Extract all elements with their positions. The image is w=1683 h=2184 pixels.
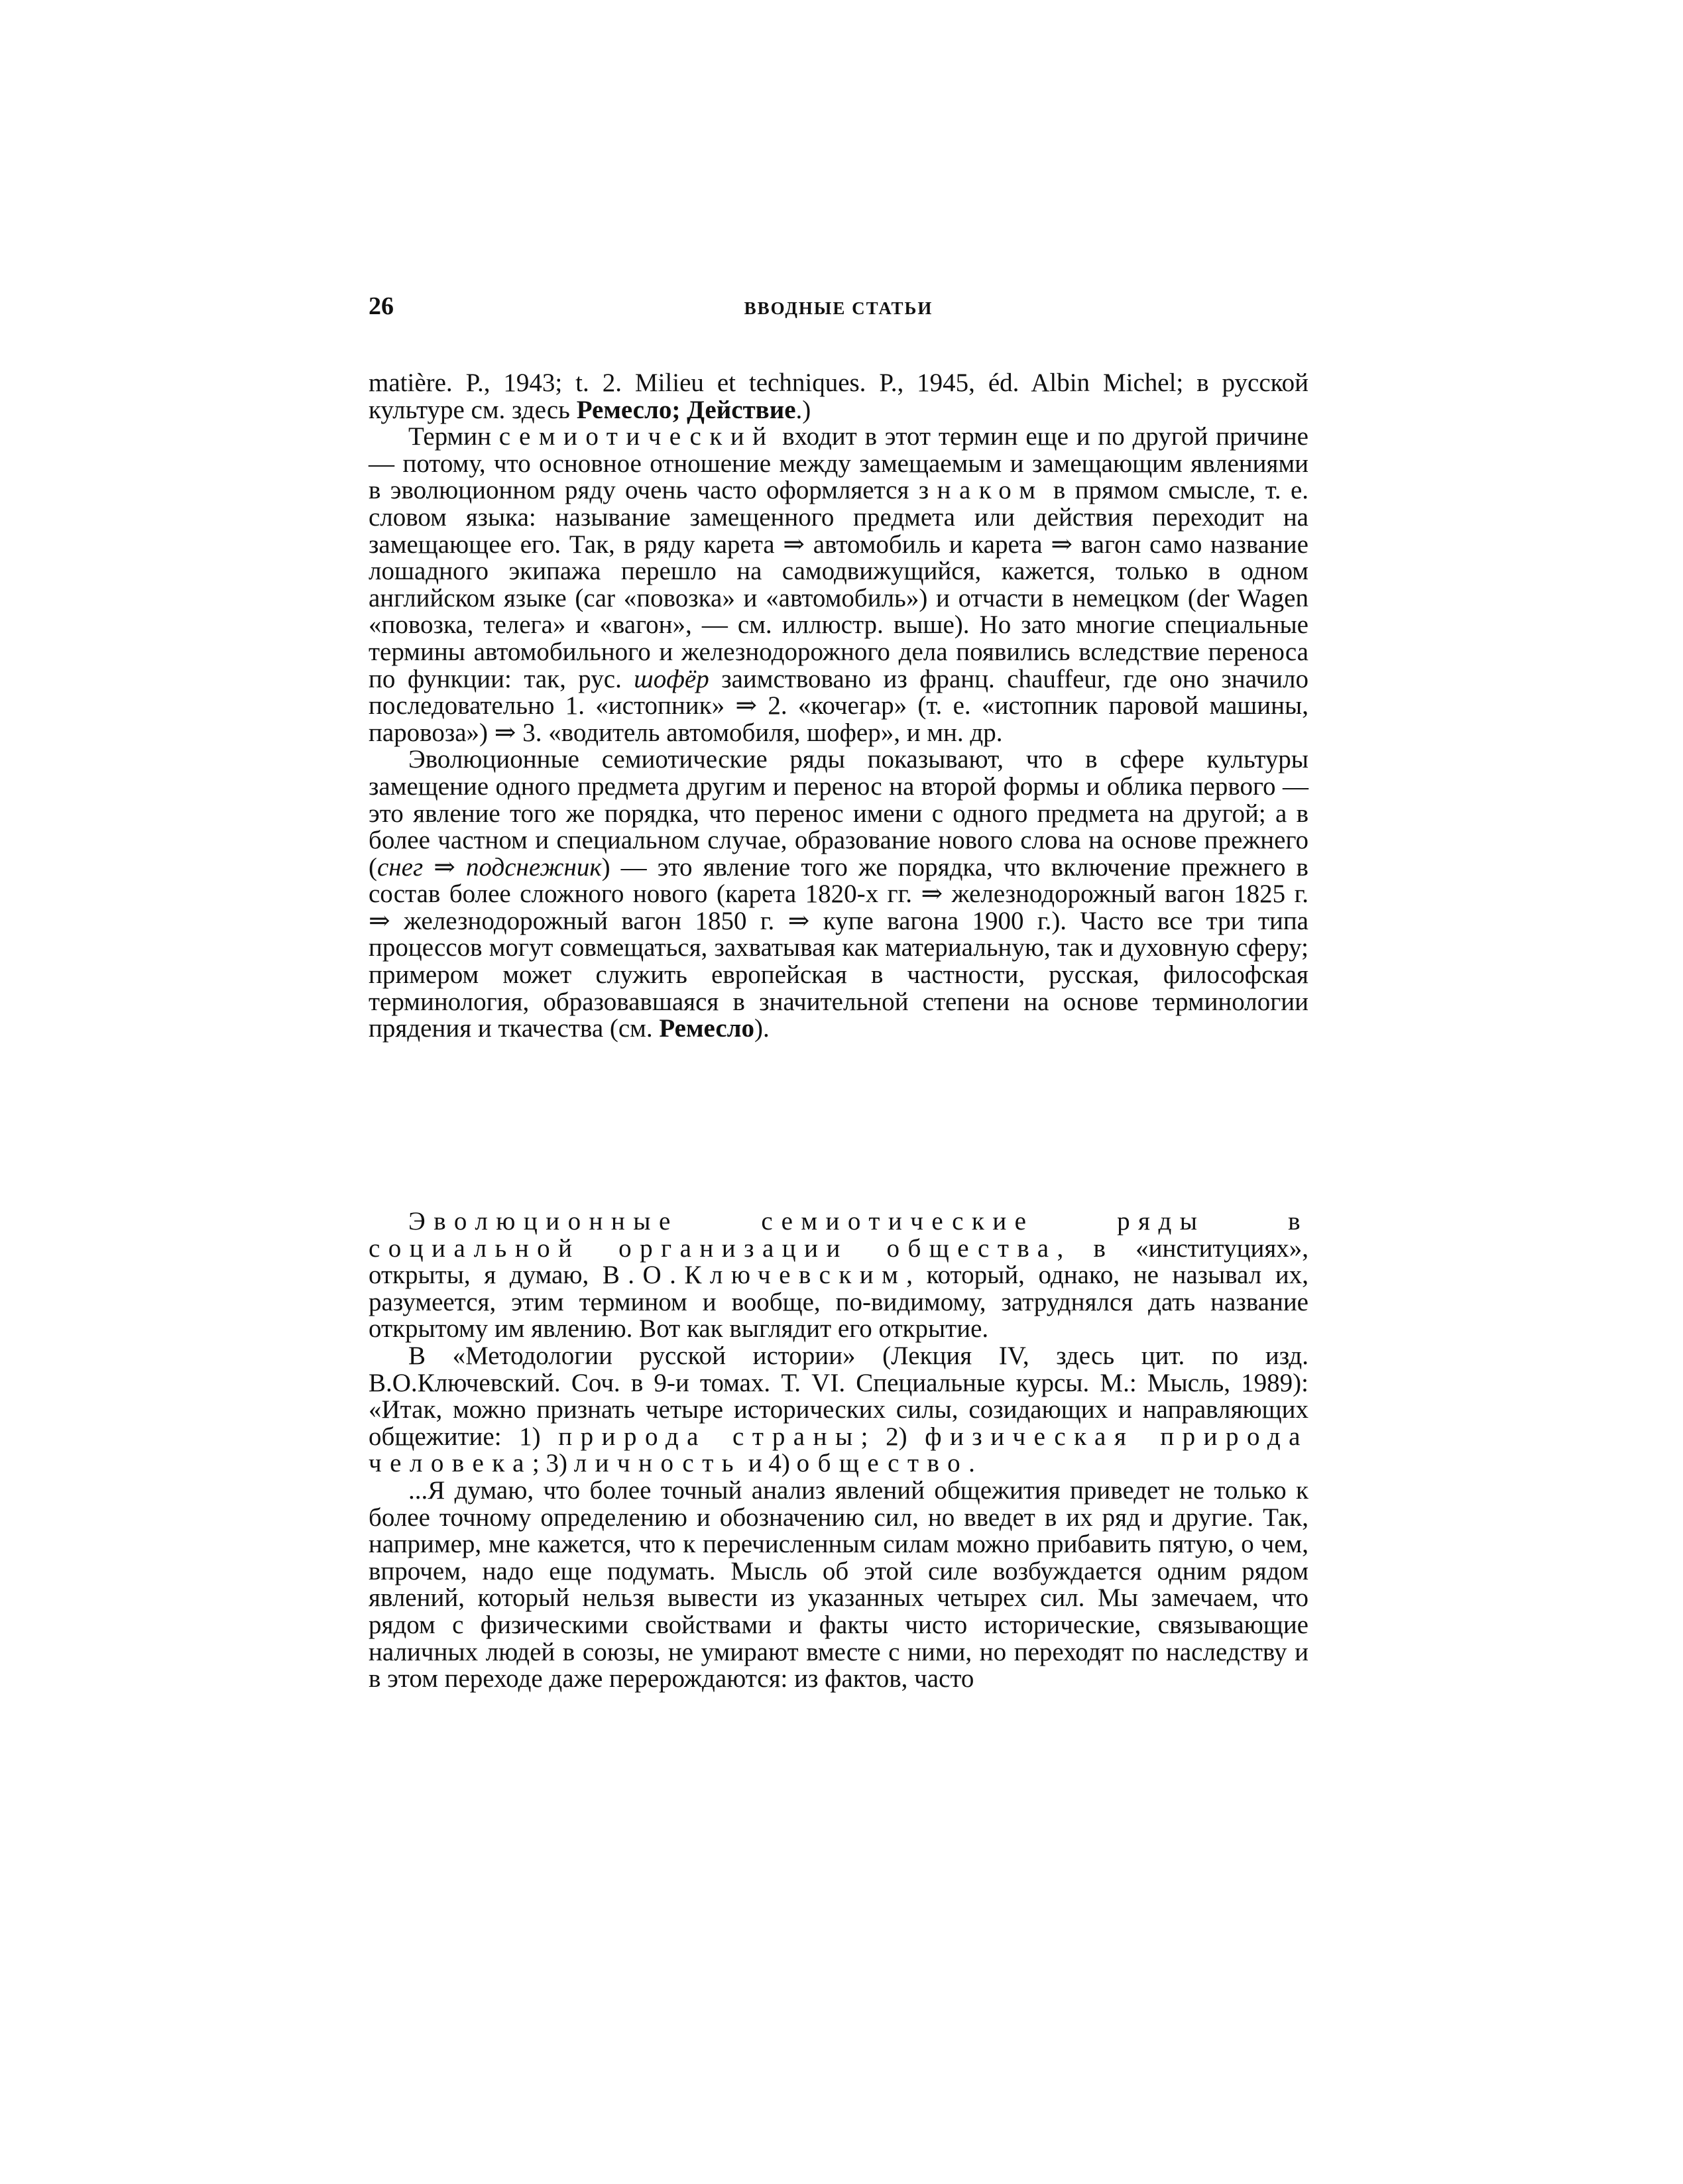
spaced-emphasis: физическая природа человека	[369, 1422, 1308, 1478]
text-run: В «Методологии русской истории» (Лекция IV, здесь цит. по изд. В.О.Ключевский. Соч. в 9-и томах. Т. VI. Специальные курсы. М.: Мысль, 1989): «Итак, можно признать четыре исторических силы, созидающих и направляющих общежитие: 1)	[369, 1341, 1308, 1451]
spaced-emphasis: Эволюционные семиотические ряды в социальной организации общества	[369, 1207, 1308, 1263]
running-title: ВВОДНЫЕ СТАТЬИ	[744, 298, 933, 318]
page-header	[369, 292, 1308, 331]
text-run: .	[968, 1449, 975, 1478]
text-run: заимствовано из франц. chauffeur, где оно значило последовательно 1. «истопник» ⇒ 2. «кочегар» (т. е. «истопник паровой машины, паровоза») ⇒ 3. «водитель автомобиля, шофер», и мн. др.	[369, 664, 1308, 747]
cross-reference: Ремесло; Действие	[576, 395, 796, 424]
paragraph-semiotic-term	[369, 424, 1308, 746]
text-run: ...Я думаю, что более точный анализ явлений общежития приведет не только к более точному определению и обозначению сил, но введет в их ряд и другие. Так, например, мне кажется, что к перечисленным силам можно прибавить пятую, о чем, впрочем, надо еще подумать. Мысль об этой силе возбуждается одним рядом явлений, который нельзя вывести из указанных четырех сил. Мы замечаем, что рядом с физическими свойствами и факты чисто исторические, связывающие наличных людей в союзы, не умирают вместе с ними, но переходят по наследству и в этом переходе даже перерождаются: из фактов, часто	[369, 1475, 1308, 1694]
text-run: matière. P., 1943; t. 2. Milieu et techniques. P., 1945, éd. Albin Michel; в русской культуре см. здесь	[369, 369, 1308, 424]
spaced-emphasis: личность	[573, 1449, 742, 1478]
italic-term: снег ⇒ подснежник	[377, 852, 602, 882]
italic-term: шофёр	[634, 664, 709, 693]
text-run: , в «институциях», открыты, я думаю,	[369, 1234, 1309, 1290]
text-block-upper	[369, 370, 1308, 1043]
page-number: 26	[369, 292, 394, 320]
text-run: и 4)	[742, 1449, 797, 1478]
text-run: входит в этот термин еще и по другой причине — потому, что основное отношение между замещаемым и замещающим явлениями в эволюционном ряду очень часто оформляется	[369, 422, 1308, 505]
text-run: в прямом смысле, т. е. словом языка: называние замещенного предмета или действия переходит на замещающее его. Так, в ряду карета ⇒ автомобиль и карета ⇒ вагон само название лошадного экипажа перешло на самодвижущийся, кажется, только в одном английском языке (car «повозка» и «автомобиль») и отчасти в немецком (der Wagen «повозка, телега» и «вагон», — см. иллюстр. выше). Но зато многие специальные термины автомобильного и железнодорожного дела появились вследствие переноса по функции: так, рус.	[369, 476, 1308, 693]
paragraph-methodology-quote	[369, 1343, 1308, 1477]
cross-reference: Ремесло	[659, 1014, 755, 1043]
text-block-lower	[369, 1208, 1308, 1693]
text-run: ; 3)	[532, 1449, 574, 1478]
spaced-emphasis: В.О.Ключевским	[602, 1261, 907, 1290]
spaced-emphasis: семиотический	[498, 422, 775, 451]
text-run: ; 2)	[860, 1422, 925, 1451]
paragraph-social-organization	[369, 1208, 1308, 1343]
paragraph-evolution-series	[369, 746, 1308, 1043]
text-run: , который, однако, не называл их, разумеется, этим термином и вообще, по-видимому, затруднялся дать название открытому им явлению. Вот как выглядит его открытие.	[369, 1261, 1308, 1344]
text-run: ) — это явление того же порядка, что включение прежнего в состав более сложного нового (карета 1820-х гг. ⇒ железнодорожный вагон 1825 г. ⇒ железнодорожный вагон 1850 г. ⇒ купе вагона 1900 г.). Часто все три типа процессов могут совмещаться, захватывая как материальную, так и духовную сферу; примером может служить европейская в частности, русская, философская терминология, образовавшаяся в значительной степени на основе терминологии прядения и ткачества (см.	[369, 852, 1308, 1043]
text-run: .)	[795, 395, 811, 424]
paragraph-continuation	[369, 370, 1308, 424]
text-run: Эволюционные семиотические ряды показывают, что в сфере культуры замещение одного предмета другим и перенос на второй формы и облика первого — это явление того же порядка, что перенос имени с одного предмета на другой; а в более частном и специальном случае, образование нового слова на основе прежнего (	[369, 745, 1308, 882]
spaced-emphasis: знаком	[918, 476, 1044, 505]
spaced-emphasis: общество	[796, 1449, 969, 1478]
text-run: Термин	[408, 422, 499, 451]
text-run: ).	[754, 1014, 770, 1043]
spaced-emphasis: природа страны	[558, 1422, 861, 1451]
paragraph-fifth-force	[369, 1477, 1308, 1693]
